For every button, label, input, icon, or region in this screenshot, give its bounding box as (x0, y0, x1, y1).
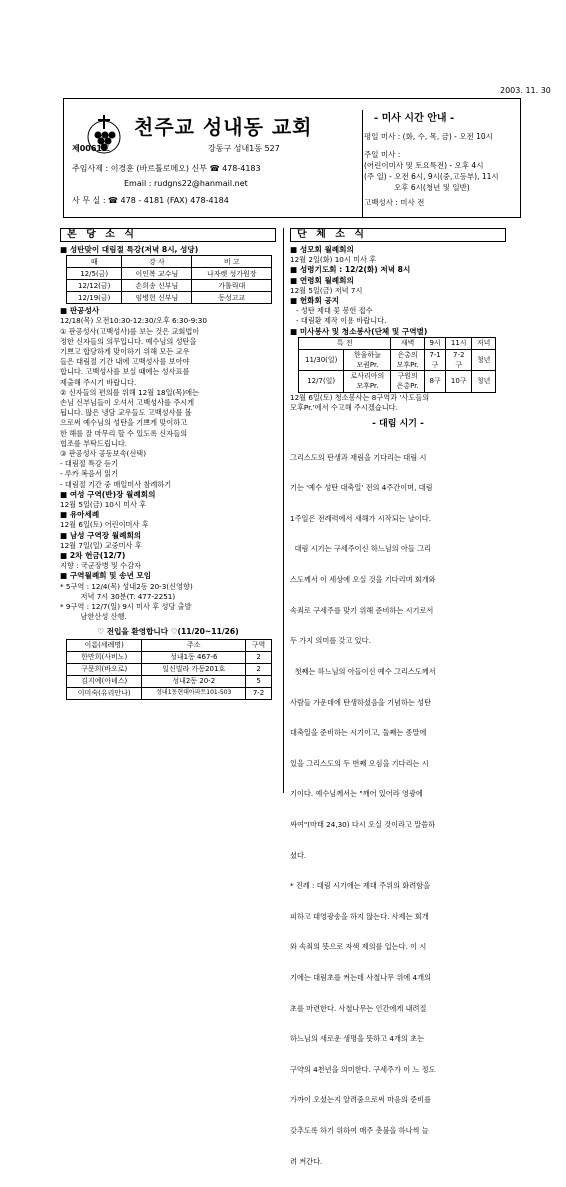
table-header: 이름(세례명) (67, 639, 142, 651)
table-cell: 손희송 신부님 (122, 280, 192, 292)
text-line: 제출해 주시기 바랍니다. (60, 377, 137, 387)
notice-text: 12월 2일(화) 10시 미사 후 (290, 255, 377, 265)
table-cell: 성내1동현대아파트101-503 (142, 687, 246, 699)
parish-news-heading: 본 당 소 식 (60, 228, 276, 242)
text-line: 스도께서 이 세상에 오실 것을 기다리며 회개와 (290, 575, 436, 585)
notice-text: 12월 5일(금) 10시 미사 후 (60, 500, 147, 510)
mass-line: (주 일) - 오전 6시, 9시(중,고등부), 11시 (364, 172, 499, 181)
text-line: 와 속죄의 뜻으로 자색 제의를 입는다. 이 시 (290, 942, 427, 952)
office-contact: 사 무 실 : ☎ 478 - 4181 (FAX) 478-4184 (72, 196, 229, 205)
text-line: 1주일은 전례력에서 새해가 시작되는 날이다. (290, 513, 431, 523)
text-line: 첫째는 하느님의 아들이신 예수 그리스도께서 (290, 666, 436, 676)
table-header: 특 전 (299, 337, 391, 349)
table-cell: 5 (246, 675, 272, 687)
table-cell: 청년 (472, 349, 496, 370)
table-row (67, 687, 272, 699)
text-line: 싸여"(마태 24,30) 다시 오실 것이라고 말씀하 (290, 819, 436, 829)
church-name: 천주교 성내동 교회 (134, 115, 313, 139)
notice-title: ■ 남성 구역장 월례회의 (60, 530, 142, 540)
text-line: 대림 시기는 구세주이신 하느님의 아들 그리 (290, 544, 431, 554)
notice-title: ■ 성모회 월례회의 (290, 245, 354, 254)
notice-title: ■ 유아세례 (60, 510, 100, 520)
advent-season-text (290, 432, 506, 1187)
advent-lecture-title: ■ 성탄맞이 대림절 특강(저녁 8시, 성당) (60, 245, 199, 254)
table-cell: 12/19(금) (67, 292, 122, 304)
district-meeting-title: ■ 구역월례회 및 송년 모임 (60, 571, 152, 581)
text-line: 기는 '예수 성탄 대축일' 전의 4주간이며, 대림 (290, 483, 433, 493)
text-line: 정한 신자들의 의무입니다. 예수님의 성탄을 (60, 336, 197, 346)
text-line: 저녁 7시 30분(T: 477-2251) (60, 591, 176, 601)
text-line: 속죄로 구세주를 맞기 위해 준비하는 시기로서 (290, 605, 434, 615)
text-line: 셨다. (290, 850, 307, 860)
text-line: - 대림절 기간 중 매일미사 참례하기 (60, 479, 172, 489)
service-title: ■ 미사봉사 및 청소봉사(단체 및 구역별) (290, 326, 428, 336)
table-cell: 12/7(일) (299, 371, 344, 392)
text-line: 한 해를 잘 마무리 할 수 있도록 신자들의 (60, 428, 188, 438)
church-address: 강동구 성내1동 527 (208, 144, 280, 153)
table-cell: 김지예(아녜스) (67, 675, 142, 687)
table-header: 강 사 (122, 256, 192, 268)
issue-number: 제0061호 (72, 144, 110, 153)
table-cell: 성내2동 20-2 (142, 675, 246, 687)
table-header: 11시 (446, 337, 472, 349)
table-cell: 청년 (472, 371, 496, 392)
table-cell: 나자렛 성가원장 (192, 268, 272, 280)
table-cell: 가톨릭대 (192, 280, 272, 292)
confession-title: ■ 판공성사 (60, 306, 100, 316)
mass-times-title: - 미사 시간 안내 - (374, 113, 455, 124)
table-header: 구역 (246, 639, 272, 651)
table-header: 새벽 (391, 337, 425, 349)
table-row (67, 292, 272, 304)
table-header: 때 (67, 256, 122, 268)
table-row (67, 675, 272, 687)
table-cell: 2 (246, 663, 272, 675)
text-line: 피하고 대영광송을 하지 않는다. 사제는 회개 (290, 911, 429, 921)
mass-line: 주일 미사 : (364, 150, 401, 159)
text-line: 구약의 4천년을 의미한다. 구세주가 이 느 정도 (290, 1064, 436, 1074)
text-line: 있을 그리스도의 두 번째 오심을 기다리는 시 (290, 758, 429, 768)
table-cell: 구문희(바오로) (67, 663, 142, 675)
confession-text (60, 316, 276, 489)
text-line: 모후Pr.'에서 수고해 주시겠습니다. (290, 402, 398, 412)
table-header: 주소 (142, 639, 246, 651)
notice-text: 12월 7일(일) 교중미사 후 (60, 540, 142, 550)
text-line: * 9구역 : 12/7(일) 9시 미사 후 성당 출발 (60, 602, 192, 612)
table-cell: 한만희(사비노) (67, 651, 142, 663)
text-line: 기에는 대림초를 켜는데 사철나무 위에 4개의 (290, 973, 431, 983)
mass-line: 평일 미사 : (화, 수, 목, 금) - 오전 10시 (364, 132, 493, 141)
text-line: 그리스도의 탄생과 재림을 기다리는 대림 시 (290, 452, 427, 462)
table-cell: 일신빌라 가동201호 (142, 663, 246, 675)
table-cell: 구원의 은총Pr. (391, 371, 425, 392)
new-members-table (66, 639, 272, 700)
notice-title: ■ 헌화회 공지 (290, 296, 340, 306)
table-cell: 이인복 교수님 (122, 268, 192, 280)
table-row (299, 371, 496, 392)
text-line: 사람들 가운데에 탄생하셨음을 기념하는 성탄 (290, 697, 432, 707)
notice-title: ■ 2차 헌금(12/7) (60, 551, 126, 561)
welcome-title: ♡ 전입을 환영합니다 ♡(11/20~11/26) (97, 626, 239, 636)
table-row (67, 663, 272, 675)
table-header: 저녁 (472, 337, 496, 349)
issue-date: 2003. 11. 30 (500, 86, 551, 95)
pastor-contact: 주임사제 : 이경훈 (바르톨로메오) 신부 ☎ 478-4183 (72, 164, 261, 173)
table-cell: 성내1동 467-6 (142, 651, 246, 663)
advent-lecture-table (66, 255, 272, 304)
table-row (67, 280, 272, 292)
text-line: 협조를 부탁드립니다. (60, 438, 128, 448)
table-row (67, 651, 272, 663)
notice-text: 12월 5일(금) 저녁 7시 (290, 285, 363, 295)
text-line: 두 가지 의미를 갖고 있다. (290, 636, 371, 646)
notice-title: ■ 연령회 월례회의 (290, 275, 354, 285)
text-line: 합니다. 고백성사를 보실 때에는 성사표를 (60, 367, 190, 377)
notice-text: 12월 6일(토) 어린이미사 후 (60, 520, 149, 530)
table-cell: 11/30(일) (299, 349, 344, 370)
notice-text: - 성탄 제대 꽃 봉헌 접수 - 대림환 제작 이용 바랍니다. (296, 306, 387, 326)
text-line: 갖추도록 하기 위하여 매주 촛불을 하나씩 늘 (290, 1126, 429, 1136)
text-line: - 루카 복음서 읽기 (60, 469, 119, 479)
text-line: 초를 마련한다. 사철나무는 인간에게 내려질 (290, 1003, 427, 1013)
text-line: ① 판공성사(고백성사)를 보는 것은 교회법이 (60, 326, 200, 336)
table-cell: 동성고교 (192, 292, 272, 304)
text-line: ② 신자들의 편의를 위해 12월 18일(목)에는 (60, 387, 199, 397)
advent-season-title: - 대림 시기 - (372, 419, 424, 430)
text-line: 하느님의 새로운 생명을 뜻하고 4개의 초는 (290, 1034, 425, 1044)
table-cell: 8구 (424, 371, 445, 392)
email: Email : rudgns22@hanmail.net (124, 179, 248, 188)
text-line: 려 켜간다. (290, 1156, 323, 1166)
text-line: 가까이 오셨는지 알려줌으로써 마음의 준비를 (290, 1095, 432, 1105)
group-news-heading: 단 체 소 식 (290, 228, 506, 242)
text-line: 됩니다. 많은 냉담 교우들도 고백성사를 볼 (60, 408, 192, 418)
text-line: ③ 판공성사 공동보속(선택) (60, 449, 147, 459)
text-line: 기쁘고 합당하게 맞이하기 위해 모든 교우 (60, 347, 190, 357)
table-header: 9시 (424, 337, 445, 349)
text-line: 12/18(목) 오전10:30-12:30/오후 6:30-9:30 (60, 316, 207, 326)
text-line: * 5구역 : 12/4(목) 성내2동 20-3(신영향) (60, 581, 193, 591)
masthead (63, 98, 521, 218)
mass-line: 고백성사 : 미사 전 (364, 198, 425, 207)
table-cell: 7-2 구 (446, 349, 472, 370)
table-cell: 로사리아의 모후Pr. (344, 371, 391, 392)
table-cell: 한울하늘 모퀀Pr. (344, 349, 391, 370)
table-cell: 12/12(금) (67, 280, 122, 292)
text-line: 으로써 예수님의 성탄을 기쁘게 맞이하고 (60, 418, 188, 428)
text-line: 손님 신부님들이 오셔서 고백성사를 주시게 (60, 398, 195, 408)
text-line: 기이다. 예수님께서는 "깨어 있어라 영광에 (290, 789, 423, 799)
mass-line: 오후 6시(청년 및 일반) (394, 183, 470, 192)
notice-title: ■ 여성 구역(반)장 월례회의 (60, 489, 156, 499)
table-cell: 7-1 구 (424, 349, 445, 370)
table-cell: 10구 (446, 371, 472, 392)
table-cell: 7-2 (246, 687, 272, 699)
notice-text: 지향 : 국군장병 및 수감자 (60, 561, 141, 571)
group-news-column (290, 228, 506, 1187)
table-header: 비 고 (192, 256, 272, 268)
table-cell: 2 (246, 651, 272, 663)
text-line: - 대림절 특강 듣기 (60, 459, 119, 469)
mass-line: (어린이미사 및 토요특전) - 오후 4시 (364, 161, 484, 170)
table-cell: 은총의 모후Pr. (391, 349, 425, 370)
text-line: 대축일을 준비하는 시기이고, 둘째는 종말에 (290, 728, 427, 738)
service-table (298, 337, 496, 393)
text-line: 남한산성 산행. (60, 612, 127, 622)
table-row (299, 349, 496, 370)
text-line: 12월 6일(토) 청소봉사는 8구역과 '사도들의 (290, 392, 430, 402)
parish-news-column (60, 228, 276, 700)
text-line: * 진례 : 대림 시기에는 제대 주위의 화려함을 (290, 881, 431, 891)
table-cell: 12/5(금) (67, 268, 122, 280)
text-line: 들은 대림절 기간 내에 고백성사를 보아야 (60, 357, 190, 367)
notice-title: ■ 성령기도회 : 12/2(화) 저녁 8시 (290, 265, 411, 275)
table-row (67, 268, 272, 280)
table-cell: 이미숙(유리안나) (67, 687, 142, 699)
table-cell: 임병헌 신부님 (122, 292, 192, 304)
